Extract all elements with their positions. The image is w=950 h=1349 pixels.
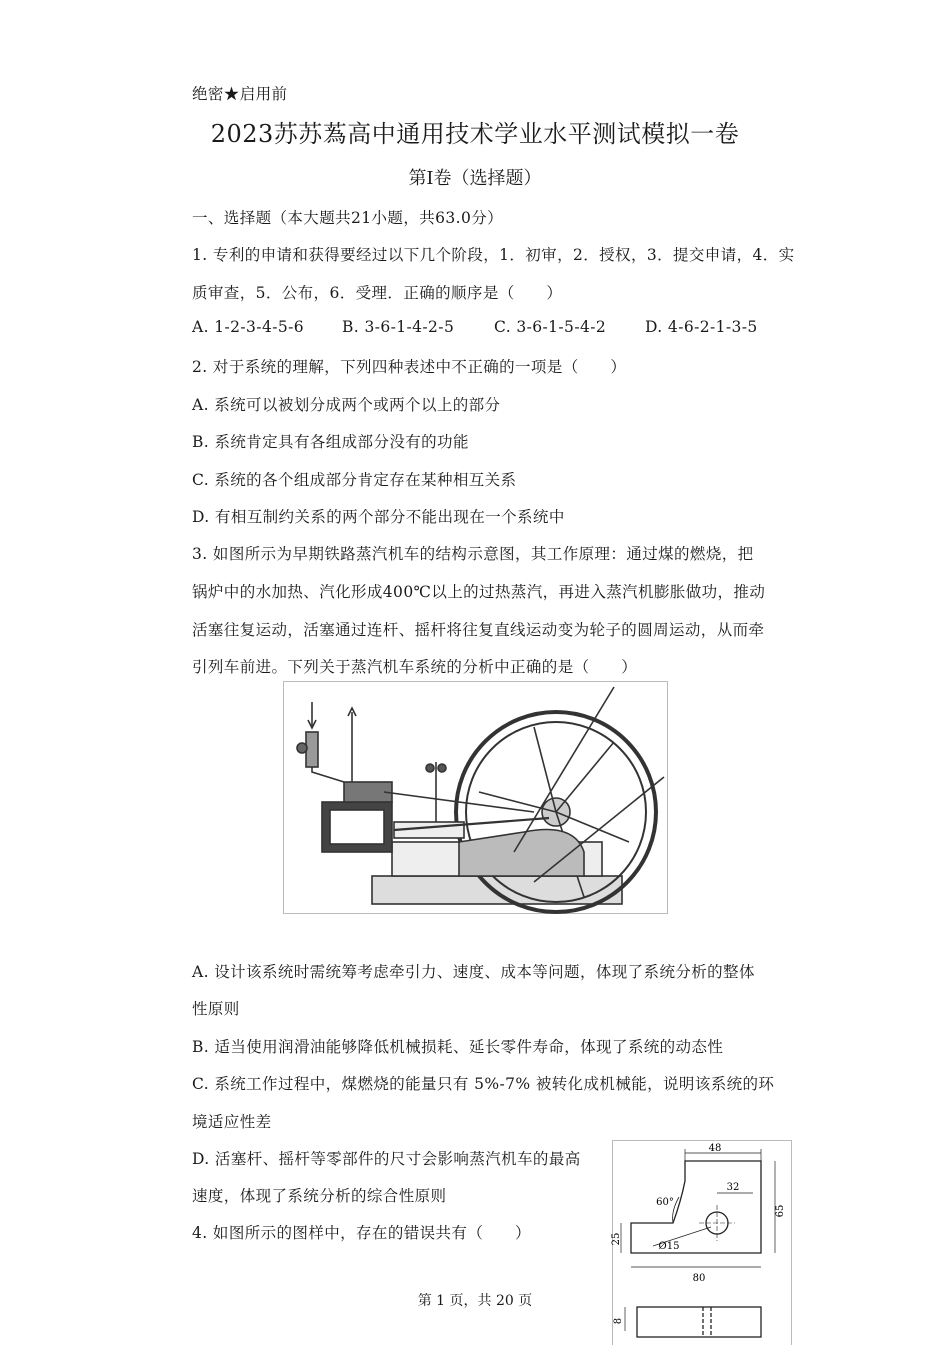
page-footer: 第 1 页，共 20 页 — [417, 1293, 533, 1309]
option-d: D. 4-6-2-1-3-5 — [645, 318, 758, 336]
option-c: C. 系统的各个组成部分肯定存在某种相互关系 — [192, 471, 517, 489]
question-stem-line: 锅炉中的水加热、汽化形成400℃以上的过热蒸汽，再进入蒸汽机膨胀做功，推动 — [192, 583, 766, 601]
question-stem-line: 3. 如图所示为早期铁路蒸汽机车的结构示意图，其工作原理：通过煤的燃烧，把 — [192, 545, 754, 563]
dim-48: 48 — [708, 1143, 722, 1154]
option-c-cont: 境适应性差 — [192, 1113, 272, 1131]
question-stem-line: 活塞往复运动，活塞通过连杆、摇杆将往复直线运动变为轮子的圆周运动，从而牵 — [192, 621, 765, 639]
dim-65: 65 — [775, 1204, 786, 1218]
option-b: B. 系统肯定具有各组成部分没有的功能 — [192, 433, 469, 451]
dim-25: 25 — [611, 1232, 622, 1246]
dim-8: 8 — [613, 1317, 624, 1325]
option-b: B. 3-6-1-4-2-5 — [342, 318, 455, 336]
option-a: A. 系统可以被划分成两个或两个以上的部分 — [192, 396, 501, 414]
question-stem-line: 1. 专利的申请和获得要经过以下几个阶段，1．初审，2．授权，3．提交申请，4．实 — [192, 246, 795, 264]
option-b: B. 适当使用润滑油能够降低机械损耗、延长零件寿命，体现了系统的动态性 — [192, 1038, 724, 1056]
question-stem-line: 2. 对于系统的理解，下列四种表述中不正确的一项是（ ） — [192, 358, 627, 376]
dim-diameter-15: Ø15 — [658, 1241, 680, 1252]
confidential-label: 绝密★启用前 — [192, 85, 288, 103]
option-c: C. 系统工作过程中，煤燃烧的能量只有 5%-7% 被转化成机械能，说明该系统的环 — [192, 1075, 775, 1093]
engineering-drawing-figure — [612, 1140, 792, 1345]
page-title: 2023苏苏蒍高中通用技术学业水平测试模拟一卷 — [210, 120, 740, 148]
option-a: A. 1-2-3-4-5-6 — [192, 318, 305, 336]
option-d: D. 活塞杆、摇杆等零部件的尺寸会影响蒸汽机车的最高 — [192, 1150, 581, 1168]
steam-engine-drawing — [284, 682, 667, 913]
option-d-cont: 速度，体现了系统分析的综合性原则 — [192, 1187, 447, 1205]
dim-80: 80 — [692, 1273, 706, 1284]
question-stem-line: 引列车前进。下列关于蒸汽机车系统的分析中正确的是（ ） — [192, 658, 638, 676]
option-a-cont: 性原则 — [192, 1000, 240, 1018]
dim-60-deg: 60° — [656, 1197, 674, 1208]
engineering-drawing — [613, 1141, 791, 1345]
option-c: C. 3-6-1-5-4-2 — [494, 318, 607, 336]
dim-32: 32 — [726, 1182, 740, 1193]
question-stem-line: 质审查，5．公布，6．受理．正确的顺序是（ ） — [192, 284, 563, 302]
question-stem-line: 4. 如图所示的图样中，存在的错误共有（ ） — [192, 1224, 531, 1242]
option-a: A. 设计该系统时需统筹考虑牵引力、速度、成本等问题，体现了系统分析的整体 — [192, 963, 755, 981]
option-d: D. 有相互制约关系的两个部分不能出现在一个系统中 — [192, 508, 565, 526]
part-heading: 一、选择题（本大题共21小题，共63.0分） — [192, 209, 504, 227]
steam-engine-figure — [283, 681, 668, 914]
section-title: 第Ⅰ卷（选择题） — [408, 168, 542, 189]
